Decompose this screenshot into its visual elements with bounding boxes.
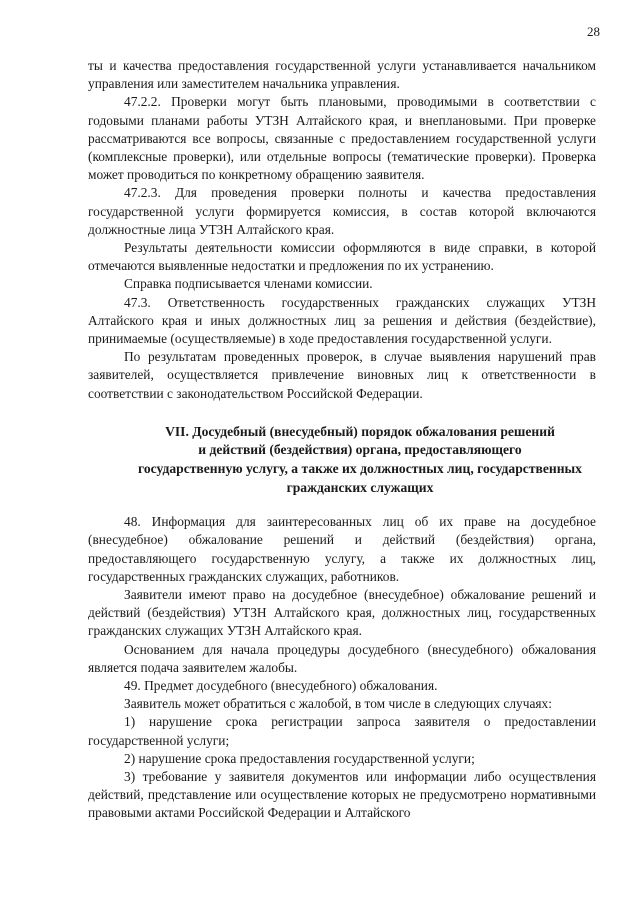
- paragraph-continuation: ты и качества предоставления государственной услуги устанавливается начальником управления или заместителем начальника управления.: [88, 58, 596, 92]
- paragraph-appeal-right: Заявители имеют право на досудебное (внесудебное) обжалование решений и действий (бездействия) УТЗН Алтайского края, должностных лиц, государственных гражданских служащих УТЗН Алтайского края.: [88, 587, 596, 639]
- list-item-3: 3) требование у заявителя документов или информации либо осуществления действий, представление или осуществление которых не предусмотрено нормативными правовыми актами Российской Федерации и Алтайского: [88, 769, 596, 821]
- list-item-1: 1) нарушение срока регистрации запроса заявителя о предоставлении государственной услуги;: [88, 714, 596, 748]
- document-body: [88, 57, 596, 823]
- paragraph-48: 48. Информация для заинтересованных лиц об их праве на досудебное (внесудебное) обжалование решений и действий (бездействия) органа, предоставляющего государственную услугу, а также их должностных лиц, государственных гражданских служащих, работников.: [88, 514, 596, 584]
- paragraph-47-2-3: 47.2.3. Для проведения проверки полноты и качества предоставления государственной услуги формируется комиссия, в состав которой включаются должностные лица УТЗН Алтайского края.: [88, 185, 596, 237]
- paragraph-inspection-results: По результатам проведенных проверок, в случае выявления нарушений прав заявителей, осуществляется привлечение виновных лиц к ответственности в соответствии с законодательством Российской Федерации.: [88, 349, 596, 401]
- paragraph-complaint-cases: Заявитель может обратиться с жалобой, в том числе в следующих случаях:: [124, 696, 552, 712]
- section-heading-line: государственную услугу, а также их должностных лиц, государственных: [138, 461, 582, 477]
- section-heading-line: VII. Досудебный (внесудебный) порядок обжалования решений: [165, 423, 555, 439]
- section-heading: [92, 423, 592, 497]
- section-heading-line: и действий (бездействия) органа, предоставляющего: [198, 442, 522, 458]
- paragraph-47-3: 47.3. Ответственность государственных гражданских служащих УТЗН Алтайского края и иных должностных лиц за решения и действия (бездействие), принимаемые (осуществляемые) в ходе предоставления государственной услуги.: [88, 294, 596, 347]
- paragraph-commission-results: Результаты деятельности комиссии оформляются в виде справки, в которой отмечаются выявленные недостатки и предложения по их устранению.: [88, 240, 596, 274]
- page-number: 28: [587, 24, 600, 39]
- paragraph-47-2-2: 47.2.2. Проверки могут быть плановыми, проводимыми в соответствии с годовыми планами работы УТЗН Алтайского края, и внеплановыми. При проверке рассматриваются все вопросы, связанные с предоставлением государственной услуги (комплексные проверки), или отдельные вопросы (тематические проверки). Проверка может проводиться по конкретному обращению заявителя.: [88, 94, 596, 183]
- paragraph-appeal-basis: Основанием для начала процедуры досудебного (внесудебного) обжалования является подача заявителем жалобы.: [88, 641, 596, 675]
- list-item-2: 2) нарушение срока предоставления государственной услуги;: [124, 750, 475, 766]
- section-heading-line: гражданских служащих: [286, 479, 434, 495]
- paragraph-certificate-signing: Справка подписывается членами комиссии.: [124, 276, 373, 292]
- paragraph-49: 49. Предмет досудебного (внесудебного) обжалования.: [124, 678, 438, 694]
